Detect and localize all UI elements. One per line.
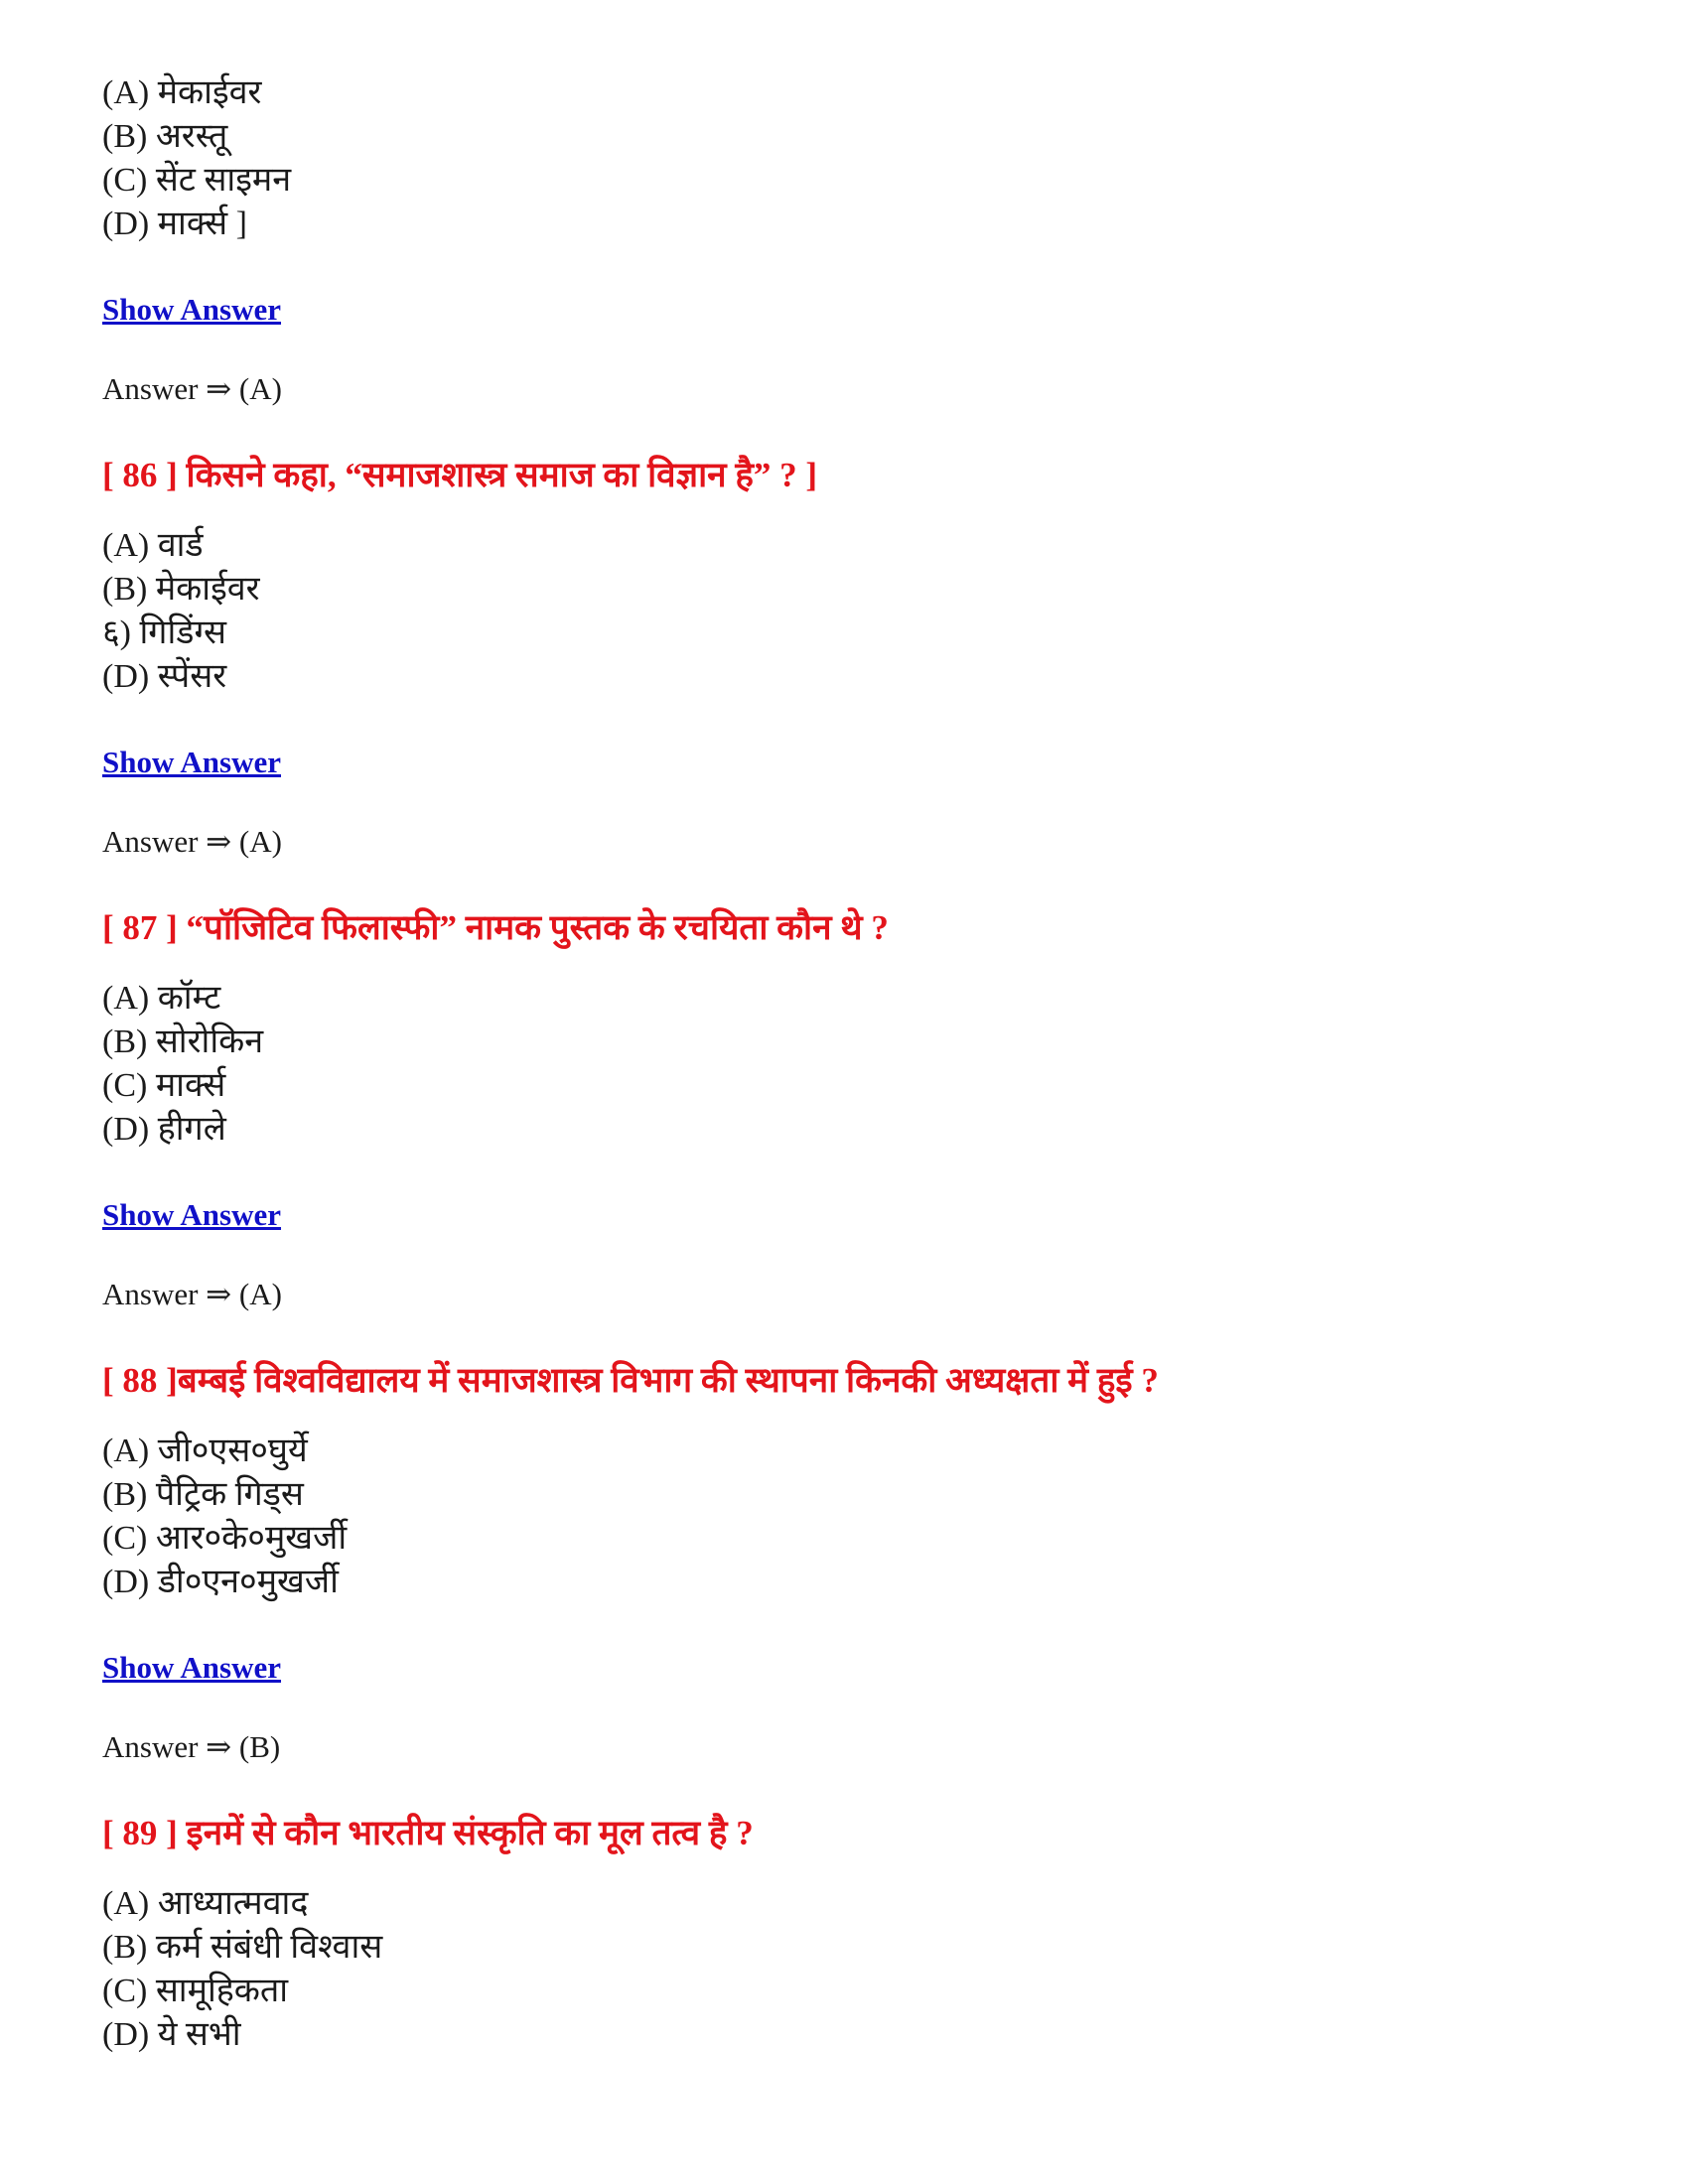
option-a: (A) आध्यात्मवाद xyxy=(102,1885,309,1922)
show-answer-link[interactable]: Show Answer xyxy=(102,292,282,327)
quiz-page xyxy=(102,71,1592,2057)
show-answer-link[interactable]: Show Answer xyxy=(102,745,282,779)
option-b: (B) कर्म संबंधी विश्वास xyxy=(102,1929,383,1966)
question-block xyxy=(102,1811,1592,2057)
option-c: (C) आर०के०मुखर्जी xyxy=(102,1520,348,1557)
option-b: (B) पैट्रिक गिड्स xyxy=(102,1476,304,1513)
option-c: (C) सेंट साइमन xyxy=(102,162,292,199)
option-c: ६) गिडिंग्स xyxy=(102,614,226,651)
question-block xyxy=(102,71,1592,409)
question-heading: [ 88 ]बम्बई विश्वविद्यालय में समाजशास्त्र विभाग की स्थापना किनकी अध्यक्षता में हुई ? xyxy=(102,1361,1159,1400)
option-d: (D) ये सभी xyxy=(102,2016,241,2053)
answer-text: Answer ⇒ (A) xyxy=(102,824,282,859)
question-block xyxy=(102,453,1592,862)
option-a: (A) कॉम्ट xyxy=(102,980,221,1017)
question-heading: [ 87 ] “पॉजिटिव फिलास्फी” नामक पुस्तक के रचयिता कौन थे ? xyxy=(102,908,889,947)
option-d: (D) हीगले xyxy=(102,1111,226,1148)
option-b: (B) मेकाईवर xyxy=(102,571,260,608)
option-a: (A) वार्ड xyxy=(102,527,204,564)
option-d: (D) डी०एन०मुखर्जी xyxy=(102,1564,339,1600)
answer-text: Answer ⇒ (A) xyxy=(102,1277,282,1311)
question-heading: [ 89 ] इनमें से कौन भारतीय संस्कृति का मूल तत्व है ? xyxy=(102,1814,754,1852)
option-a: (A) जी०एस०घुर्ये xyxy=(102,1433,308,1469)
question-block xyxy=(102,1358,1592,1767)
answer-text: Answer ⇒ (A) xyxy=(102,371,282,406)
show-answer-link[interactable]: Show Answer xyxy=(102,1197,282,1232)
option-b: (B) अरस्तू xyxy=(102,118,228,155)
option-c: (C) मार्क्स xyxy=(102,1067,226,1104)
show-answer-link[interactable]: Show Answer xyxy=(102,1650,282,1685)
option-a: (A) मेकाईवर xyxy=(102,74,262,111)
option-b: (B) सोरोकिन xyxy=(102,1024,264,1060)
question-heading: [ 86 ] किसने कहा, “समाजशास्त्र समाज का विज्ञान है” ? ] xyxy=(102,456,818,494)
question-block xyxy=(102,905,1592,1314)
option-d: (D) मार्क्स ] xyxy=(102,205,247,242)
option-c: (C) सामूहिकता xyxy=(102,1973,289,2009)
answer-text: Answer ⇒ (B) xyxy=(102,1729,281,1764)
option-d: (D) स्पेंसर xyxy=(102,658,227,695)
